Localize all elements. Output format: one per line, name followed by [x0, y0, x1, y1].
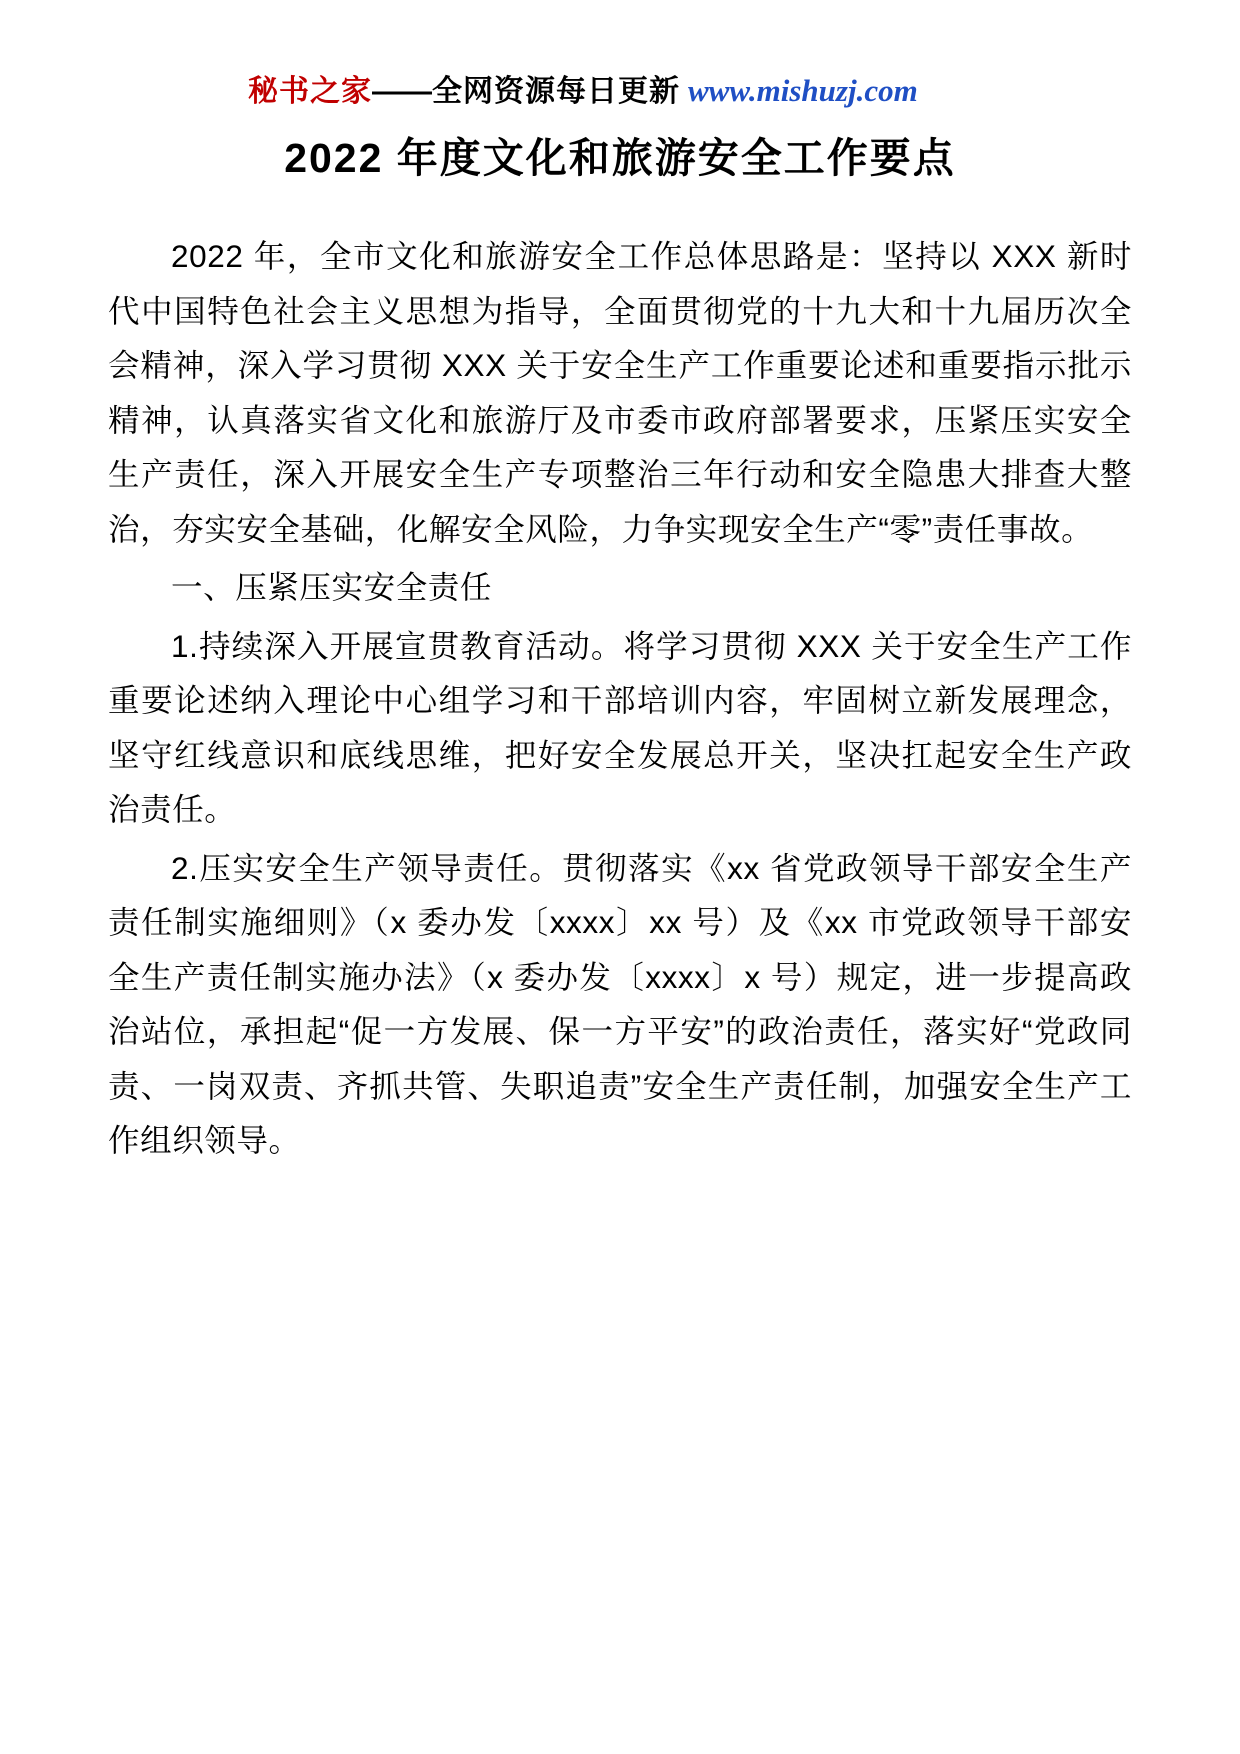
site-watermark — [108, 72, 1132, 110]
watermark-tagline: 全网资源每日更新 — [432, 75, 680, 108]
paragraph-overview: 2022 年，全市文化和旅游安全工作总体思路是：坚持以 XXX 新时代中国特色社会主义思想为指导，全面贯彻党的十九大和十九届历次全会精神，深入学习贯彻 XXX 关于安全生产工作重要论述和重要指示批示精神，认真落实省文化和旅游厅及市委市政府部署要求，压紧压实安全生产责任，深入开展安全生产专项整治三年行动和安全隐患大排查大整治，夯实安全基础，化解安全风险，力争实现安全生产“零”责任事故。 — [108, 238, 1132, 547]
page-title: 2022 年度文化和旅游安全工作要点 — [284, 135, 956, 181]
watermark-dash: —— — [372, 75, 432, 108]
paragraph-item-2: 2.压实安全生产领导责任。贯彻落实《xx 省党政领导干部安全生产责任制实施细则》（x 委办发〔xxxx〕xx 号）及《xx 市党政领导干部安全生产责任制实施办法》（x 委办发〔xxxx〕x 号）规定，进一步提高政治站位，承担起“促一方发展、保一方平安”的政治责任，落实好“党政同责、一岗双责、齐抓共管、失职追责”安全生产责任制，加强安全生产工作组织领导。 — [108, 849, 1132, 1159]
watermark-url[interactable]: www.mishuzj.com — [688, 73, 918, 108]
watermark-brand: 秘书之家 — [248, 75, 372, 108]
paragraph-item-1: 1.持续深入开展宣贯教育活动。将学习贯彻 XXX 关于安全生产工作重要论述纳入理论中心组学习和干部培训内容，牢固树立新发展理念，坚守红线意识和底线思维，把好安全发展总开关，坚决扛起安全生产政治责任。 — [108, 627, 1132, 828]
section-heading-1: 一、压紧压实安全责任 — [171, 569, 493, 606]
